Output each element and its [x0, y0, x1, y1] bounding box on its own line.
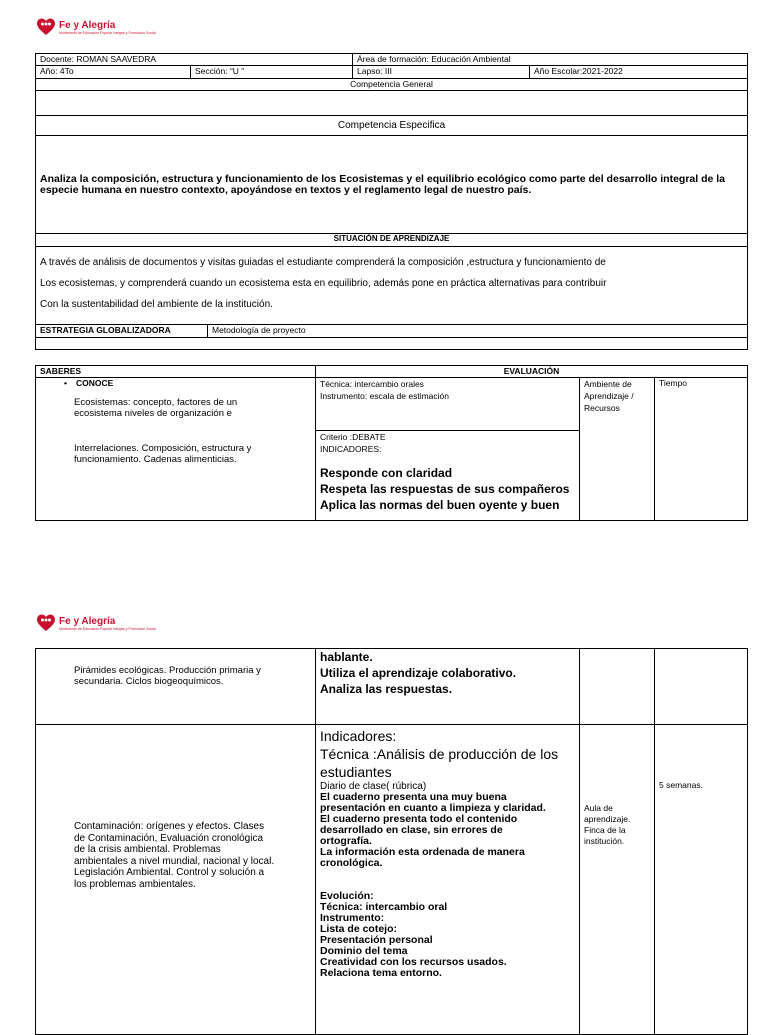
saberes-4-line-3: de la crisis ambiental. Problemas: [74, 844, 221, 855]
aula-4: institución.: [584, 836, 625, 846]
heart-logo-icon: [36, 17, 56, 37]
saberes-2a: Interrelaciones. Composición, estructura y: [74, 443, 252, 454]
cont-3: Analiza las respuestas.: [320, 682, 453, 696]
evol-7: Creatividad con los recursos usados.: [320, 956, 507, 968]
crit-1: El cuaderno presenta una muy buena: [320, 791, 507, 803]
spacer-row: [36, 338, 748, 350]
lapso-cell: Lapso: III: [353, 66, 530, 79]
saberes-1b: ecosistema niveles de organización e: [74, 408, 232, 419]
crit-5: ortografía.: [320, 835, 372, 847]
instrumento-1: Instrumento: escala de estimación: [320, 391, 449, 401]
crit-2: presentación en cuanto a limpieza y claridad.: [320, 802, 546, 814]
indicadores-title: Indicadores:: [320, 728, 397, 744]
conoce-bullet: • CONOCE: [64, 378, 114, 388]
competencia-especifica-title: Competencia Especifica: [36, 116, 748, 136]
criterio-debate: Criterio :DEBATE: [320, 432, 386, 442]
competencia-especifica-text: Analiza la composición, estructura y funcionamiento de los Ecosistemas y el equilibrio ecológico como parte del desarrollo integral de la especie humana en nuestro contexto, apoyándose en textos y el reglamento legal de nuestro país.: [40, 172, 726, 196]
situacion-line-3: Con la sustentabilidad del ambiente de la institución.: [40, 299, 273, 310]
competencia-general-value: [36, 91, 748, 116]
seccion-cell: Sección: “U ”: [191, 66, 353, 79]
indicador-1: Responde con claridad: [320, 466, 453, 480]
cont-2: Utiliza el aprendizaje colaborativo.: [320, 666, 517, 680]
evol-4: Lista de cotejo:: [320, 923, 398, 935]
saberes-4-line-5: Legislación Ambiental. Control y solución a: [74, 867, 265, 878]
situacion-line-2: Los ecosistemas, y comprenderá cuando un ecosistema esta en equilibrio, además pone en práctica alternativas para contribuir: [40, 278, 607, 289]
logo-brand-2: Fe y Alegría: [59, 616, 116, 627]
cont-1: hablante.: [320, 650, 373, 664]
evol-5: Presentación personal: [320, 934, 433, 946]
saberes-header: SABERES: [36, 366, 316, 378]
logo-tagline: Movimiento de Educación Popular Integral y Promoción Social: [59, 31, 156, 35]
aula-1: Aula de: [584, 803, 613, 813]
competencia-general-title: Competencia General: [36, 79, 748, 91]
logo-fe-y-alegria: [36, 17, 156, 37]
crit-6: La información esta ordenada de manera: [320, 846, 525, 858]
evol-8: Relaciona tema entorno.: [320, 967, 442, 979]
anio-escolar-cell: Año Escolar:2021-2022: [530, 66, 748, 79]
evol-1: Evolución:: [320, 890, 374, 902]
indicadores-label: INDICADORES:: [320, 444, 382, 454]
saberes-4-line-6: los problemas ambientales.: [74, 878, 196, 890]
crit-3: El cuaderno presenta todo el contenido: [320, 813, 518, 825]
header-table: [35, 53, 748, 350]
tiempo-value: 5 semanas.: [655, 725, 748, 1035]
indicador-3: Aplica las normas del buen oyente y buen: [320, 498, 560, 512]
tiempo-header: Tiempo: [655, 378, 748, 521]
tecnica-2a: Técnica :Análisis de producción de los: [320, 746, 559, 762]
ambiente-header: Ambiente de Aprendizaje / Recursos: [580, 378, 655, 521]
anio-cell: Año: 4To: [36, 66, 191, 79]
saberes-1a: Ecosistemas: concepto, factores de un: [74, 397, 238, 408]
evaluacion-header: EVALUACIÓN: [316, 366, 748, 378]
saberes-2b: funcionamiento. Cadenas alimenticias.: [74, 454, 237, 465]
saberes-table-2: [35, 648, 748, 1035]
diario-clase: Diario de clase( rúbrica): [320, 781, 427, 792]
saberes-4-line-1: Contaminación: orígenes y efectos. Clases: [74, 821, 265, 832]
heart-logo-icon: [36, 613, 56, 633]
tecnica-2b: estudiantes: [320, 764, 392, 780]
evol-2: Técnica: intercambio oral: [320, 901, 448, 913]
area-cell: Área de formación: Educación Ambiental: [353, 54, 748, 66]
saberes-3b: secundaria. Ciclos biogeoquímicos.: [74, 676, 224, 687]
indicador-2: Respeta las respuestas de sus compañeros: [320, 482, 570, 496]
saberes-4-line-2: de Contaminación, Evaluación cronológica: [74, 832, 264, 844]
saberes-3a: Pirámides ecológicas. Producción primaria y: [74, 665, 261, 676]
logo-fe-y-alegria-2: [36, 613, 156, 633]
logo-brand: Fe y Alegría: [59, 20, 116, 31]
crit-4: desarrollado en clase, sin errores de: [320, 824, 503, 836]
evol-3: Instrumento:: [320, 912, 385, 924]
situacion-line-1: A través de análisis de documentos y visitas guiadas el estudiante comprenderá la composición ,estructura y funcionamiento de: [40, 257, 606, 268]
aula-3: Finca de la: [584, 825, 626, 835]
tecnica-1: Técnica: intercambio orales: [320, 379, 424, 389]
saberes-4-line-4: ambientales a nivel mundial, nacional y local.: [74, 855, 275, 867]
aula-2: aprendizaje.: [584, 814, 631, 824]
saberes-table-1: [35, 365, 748, 521]
empty-cell-b: [655, 649, 748, 725]
estrategia-value: Metodología de proyecto: [212, 325, 306, 335]
evol-6: Dominio del tema: [320, 945, 408, 957]
logo-tagline-2: Movimiento de Educación Popular Integral y Promoción Social: [59, 627, 156, 631]
empty-cell-a: [580, 649, 655, 725]
docente-cell: Docente: ROMAN SAAVEDRA: [36, 54, 353, 66]
estrategia-label: ESTRATEGIA GLOBALIZADORA: [36, 325, 208, 337]
situacion-title: SITUACIÓN DE APRENDIZAJE: [36, 234, 748, 247]
crit-7: cronológica.: [320, 857, 383, 869]
